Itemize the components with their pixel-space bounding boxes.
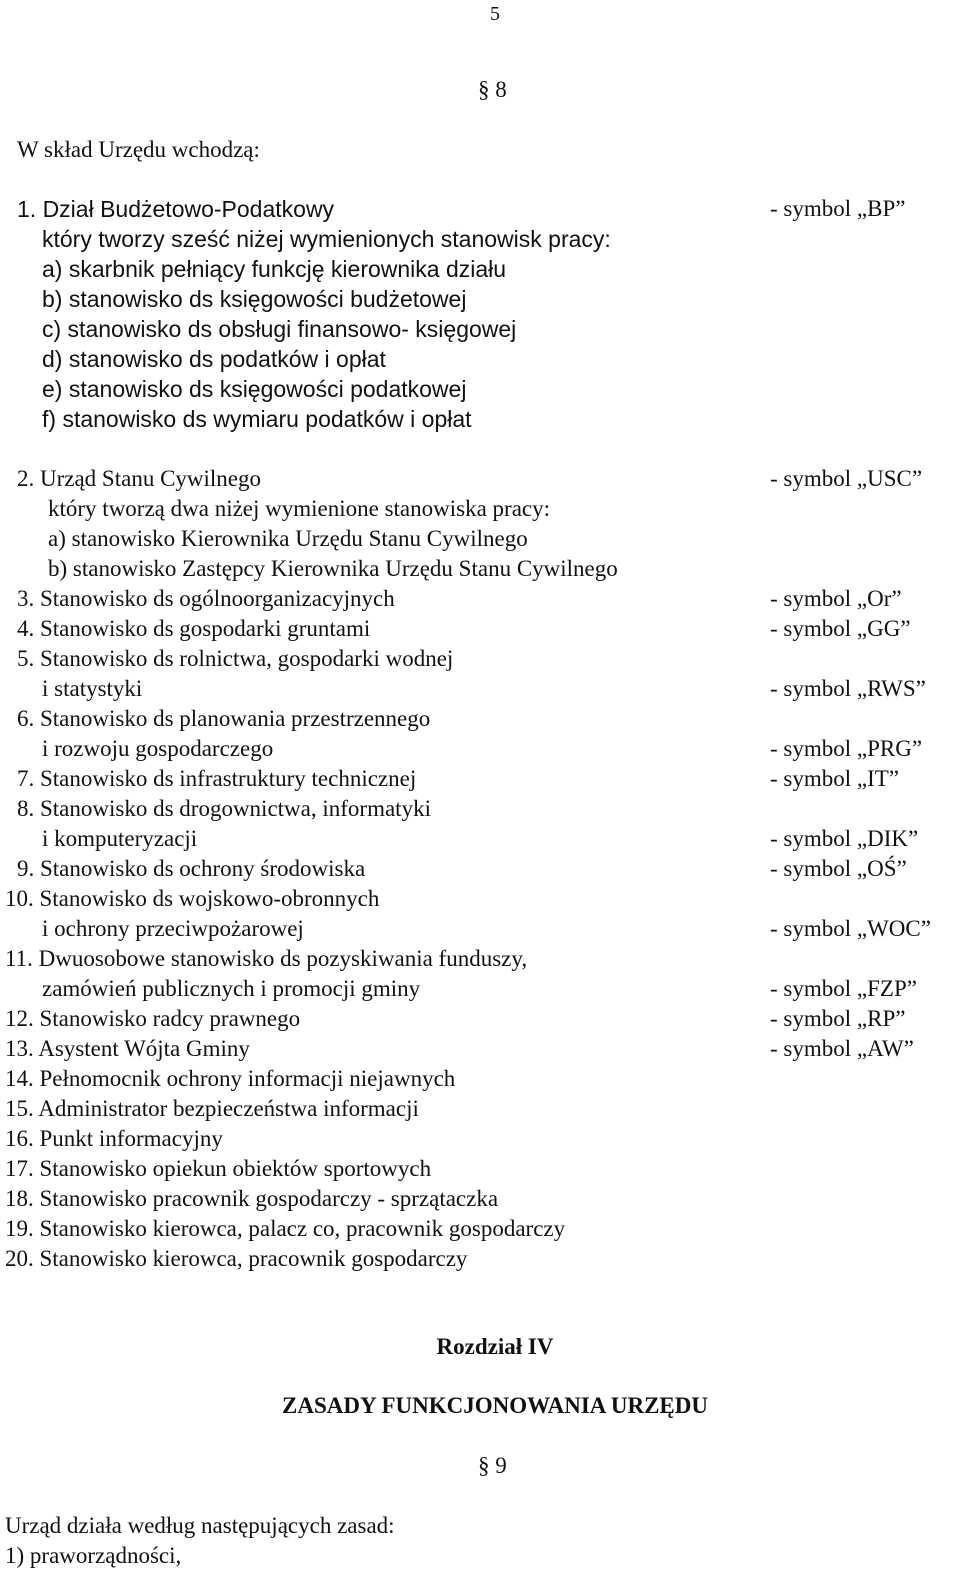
list-item: 13. Asystent Wójta Gminy: [5, 1036, 250, 1061]
list-item: e) stanowisko ds księgowości podatkowej: [42, 376, 467, 402]
list-item: 3. Stanowisko ds ogólnoorganizacyjnych: [17, 586, 395, 611]
list-item: b) stanowisko ds księgowości budżetowej: [42, 286, 467, 312]
department-title: 2. Urząd Stanu Cywilnego: [17, 466, 262, 491]
list-item-continuation: i komputeryzacji: [42, 826, 198, 851]
department-symbol: - symbol „BP”: [770, 196, 906, 221]
department-description: który tworzą dwa niżej wymienione stanowiska pracy:: [48, 496, 551, 521]
list-item: 6. Stanowisko ds planowania przestrzennego: [17, 706, 431, 731]
rules-intro: Urząd działa według następujących zasad:: [5, 1513, 395, 1538]
position-symbol: - symbol „Or”: [770, 586, 902, 611]
list-item: 16. Punkt informacyjny: [5, 1126, 223, 1151]
position-symbol: - symbol „GG”: [770, 616, 911, 641]
list-item: 18. Stanowisko pracownik gospodarczy - sprzątaczka: [5, 1186, 499, 1211]
list-item: 5. Stanowisko ds rolnictwa, gospodarki wodnej: [17, 646, 454, 671]
list-item: 10. Stanowisko ds wojskowo-obronnych: [5, 886, 380, 911]
position-symbol: - symbol „WOC”: [770, 916, 931, 941]
list-item: 11. Dwuosobowe stanowisko ds pozyskiwania funduszy,: [5, 946, 528, 971]
list-item: 1) praworządności,: [5, 1543, 182, 1568]
chapter-heading: Rozdział IV: [436, 1334, 554, 1359]
list-item: 20. Stanowisko kierowca, pracownik gospodarczy: [5, 1246, 468, 1271]
section-heading-8: § 8: [478, 77, 507, 102]
position-symbol: - symbol „FZP”: [770, 976, 917, 1001]
position-symbol: - symbol „RP”: [770, 1006, 906, 1031]
position-symbol: - symbol „IT”: [770, 766, 900, 791]
list-item: b) stanowisko Zastępcy Kierownika Urzędu Stanu Cywilnego: [48, 556, 618, 581]
list-item: 7. Stanowisko ds infrastruktury technicznej: [17, 766, 417, 791]
department-description: który tworzy sześć niżej wymienionych stanowisk pracy:: [42, 226, 611, 252]
position-symbol: - symbol „PRG”: [770, 736, 923, 761]
list-item-continuation: zamówień publicznych i promocji gminy: [42, 976, 421, 1001]
position-symbol: - symbol „OŚ”: [770, 856, 907, 881]
position-symbol: - symbol „RWS”: [770, 676, 926, 701]
list-item: 15. Administrator bezpieczeństwa informacji: [5, 1096, 419, 1121]
department-title: 1. Dział Budżetowo-Podatkowy: [17, 196, 335, 222]
chapter-title: ZASADY FUNKCJONOWANIA URZĘDU: [282, 1393, 708, 1418]
list-item: f) stanowisko ds wymiaru podatków i opłat: [42, 406, 472, 432]
position-symbol: - symbol „DIK”: [770, 826, 919, 851]
list-item-continuation: i statystyki: [42, 676, 143, 701]
list-item-continuation: i ochrony przeciwpożarowej: [42, 916, 304, 941]
list-item: 19. Stanowisko kierowca, palacz co, pracownik gospodarczy: [5, 1216, 566, 1241]
list-item: a) stanowisko Kierownika Urzędu Stanu Cywilnego: [48, 526, 528, 551]
position-symbol: - symbol „AW”: [770, 1036, 914, 1061]
list-item: a) skarbnik pełniący funkcję kierownika działu: [42, 256, 507, 282]
list-item: 14. Pełnomocnik ochrony informacji niejawnych: [5, 1066, 456, 1091]
list-item: c) stanowisko ds obsługi finansowo- księgowej: [42, 316, 517, 342]
department-symbol: - symbol „USC”: [770, 466, 923, 491]
list-item: d) stanowisko ds podatków i opłat: [42, 346, 386, 372]
list-item: 9. Stanowisko ds ochrony środowiska: [17, 856, 366, 881]
list-item: 12. Stanowisko radcy prawnego: [5, 1006, 301, 1031]
list-item: 17. Stanowisko opiekun obiektów sportowych: [5, 1156, 432, 1181]
list-item: 4. Stanowisko ds gospodarki gruntami: [17, 616, 371, 641]
page-number: 5: [490, 3, 500, 25]
section-heading-9: § 9: [478, 1453, 507, 1478]
list-item-continuation: i rozwoju gospodarczego: [42, 736, 274, 761]
list-item: 8. Stanowisko ds drogownictwa, informatyki: [17, 796, 431, 821]
intro-text: W skład Urzędu wchodzą:: [17, 137, 260, 162]
